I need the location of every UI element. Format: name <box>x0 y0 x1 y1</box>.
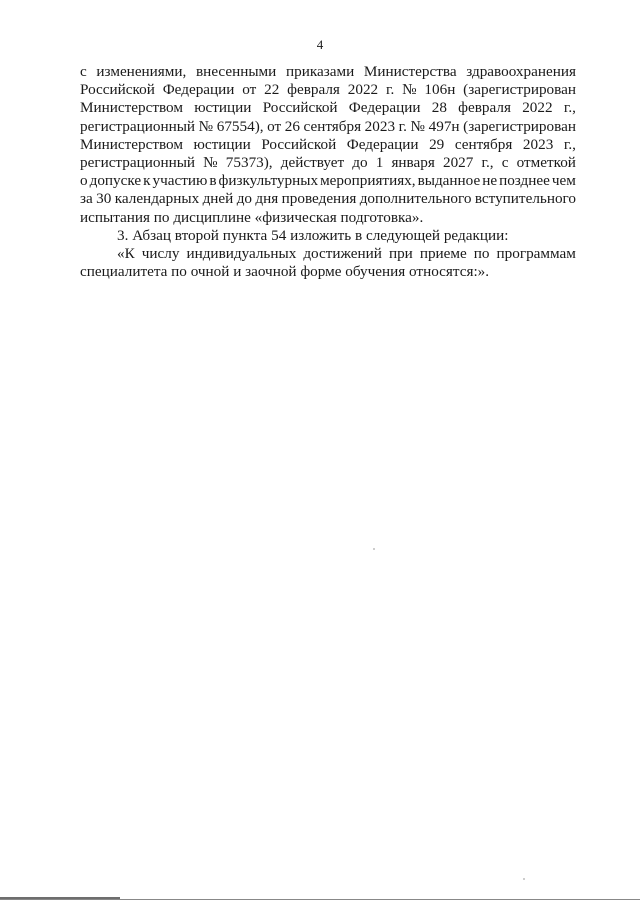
word: юстиции <box>194 99 252 117</box>
word: мероприятиях, <box>320 172 416 190</box>
word: 1 <box>375 153 384 171</box>
word: достижений <box>303 244 382 262</box>
word: допуске <box>89 172 142 190</box>
word: здравоохранения <box>466 63 576 80</box>
word: № <box>203 153 218 171</box>
scan-edge <box>0 899 640 900</box>
text-line <box>80 118 576 136</box>
word: г. <box>398 117 407 135</box>
word: 2027 <box>442 153 474 171</box>
word: сентября <box>454 135 513 153</box>
word: 497н <box>428 117 460 135</box>
word: «К <box>117 244 135 262</box>
word: (зарегистрирован <box>463 117 576 135</box>
word: Российской <box>80 81 155 99</box>
word: вступительного <box>474 190 576 208</box>
text-line <box>80 154 576 172</box>
word: физкультурных <box>218 172 319 190</box>
amendment-item-3: 3. Абзац второй пункта 54 изложить в следующей редакции: <box>117 226 509 244</box>
word: Министерством <box>80 99 183 117</box>
word: действует <box>280 153 345 171</box>
word: от <box>242 81 257 99</box>
text-line: испытания по дисциплине «физическая подготовка». <box>80 208 424 226</box>
word: выданное <box>417 172 481 190</box>
word: регистрационный <box>80 153 196 171</box>
word: г., <box>563 99 576 117</box>
word: сентября <box>303 117 362 135</box>
word: индивидуальных <box>186 244 297 262</box>
word: по <box>473 244 490 262</box>
page-number: 4 <box>316 37 324 52</box>
scan-speck <box>373 548 375 550</box>
word: Министерства <box>363 63 457 80</box>
word: Федерации <box>162 81 235 99</box>
word: чем <box>551 172 576 190</box>
word: г., <box>481 153 494 171</box>
word: Российской <box>261 135 337 153</box>
word: № <box>198 117 214 135</box>
word: приеме <box>419 244 467 262</box>
word: приказами <box>285 63 355 80</box>
word: юстиции <box>193 135 251 153</box>
word: февраля <box>458 99 511 117</box>
word: 67554), <box>216 117 264 135</box>
word: января <box>391 153 435 171</box>
paragraph-continuation-lines <box>80 63 576 209</box>
word: 106н <box>424 81 456 99</box>
quoted-new-text-lines <box>80 245 576 263</box>
word: при <box>388 244 413 262</box>
word: не <box>482 172 498 190</box>
word: до <box>352 153 368 171</box>
word: № <box>402 81 417 99</box>
word: до <box>236 190 253 208</box>
text-line: специалитета по очной и заочной форме обучения относятся:». <box>80 263 490 281</box>
word: изменениями, <box>96 63 187 80</box>
word: в <box>209 172 217 190</box>
scan-speck <box>523 878 525 880</box>
word: 2023 <box>364 117 396 135</box>
word: от <box>267 117 282 135</box>
word: с <box>501 153 509 171</box>
word: числу <box>141 244 180 262</box>
word: 2022 <box>522 99 553 117</box>
word: 22 <box>264 81 280 99</box>
word: 26 <box>284 117 300 135</box>
word: 30 <box>96 190 112 208</box>
document-body <box>80 63 576 281</box>
word: внесенными <box>196 63 277 80</box>
word: 29 <box>429 135 445 153</box>
word: 75373), <box>225 153 273 171</box>
word: к <box>143 172 151 190</box>
word: 2022 <box>347 81 379 99</box>
word: позднее <box>499 172 550 190</box>
text-line <box>80 63 576 81</box>
word: дополнительного <box>359 190 472 208</box>
word: 28 <box>431 99 447 117</box>
word: Федерации <box>348 99 421 117</box>
word: (зарегистрирован <box>463 81 576 99</box>
word: дней <box>202 190 234 208</box>
word: февраля <box>287 81 340 99</box>
text-line <box>80 245 576 263</box>
word: г., <box>563 135 576 153</box>
word: № <box>410 117 426 135</box>
word: проведения <box>281 190 357 208</box>
word: с <box>80 63 87 80</box>
word: участию <box>152 172 208 190</box>
word: Министерством <box>80 135 183 153</box>
text-line <box>80 99 576 117</box>
text-line <box>80 172 576 190</box>
text-line <box>80 136 576 154</box>
quoted-new-text <box>80 245 576 281</box>
word: Российской <box>262 99 338 117</box>
word: дня <box>255 190 279 208</box>
text-line <box>80 81 576 99</box>
word: за <box>80 190 93 208</box>
word: Федерации <box>346 135 419 153</box>
word: о <box>80 172 88 190</box>
text-line <box>80 190 576 208</box>
word: отметкой <box>516 153 576 171</box>
paragraph-continuation <box>80 63 576 227</box>
word: г. <box>385 81 395 99</box>
word: регистрационный <box>80 117 196 135</box>
word: 2023 <box>522 135 554 153</box>
word: программам <box>496 244 576 262</box>
word: календарных <box>114 190 200 208</box>
